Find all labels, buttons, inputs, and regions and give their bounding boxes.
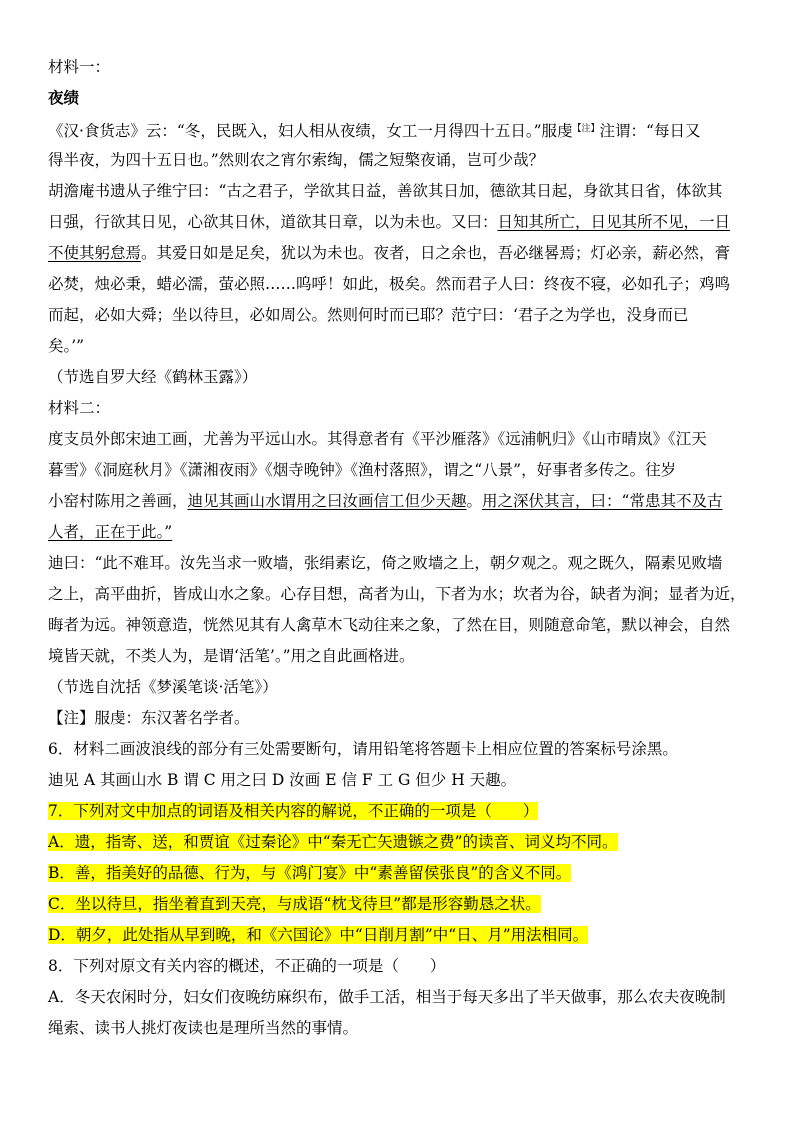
underlined-text: 人者，正在于此。”: [48, 523, 173, 541]
paragraph-line: [48, 114, 762, 145]
paragraph-line: [48, 517, 762, 548]
material-two-label: 材料二：: [48, 399, 111, 417]
underlined-text: 迪见其画山水谓用之曰汝画信工但少天趣: [187, 492, 467, 510]
question-6-options: 迪见 A 其画山水 B 谓 C 用之曰 D 汝画 E 信 F 工 G 但少 H 天趣。: [48, 771, 517, 789]
paragraph-line: 之上，高平曲折，皆成山水之象。心存目想，高者为山，下者为水；坎者为谷，缺者为涧；显者为近，: [48, 585, 746, 603]
paragraph-line: 迪曰：“此不难耳。汝先当求一败墙，张绢素讫，倚之败墙之上，朝夕观之。观之既久，隔素见败墙: [48, 554, 723, 572]
paragraph-line: 得半夜，为四十五日也。”然则农之宵尔索绹，儒之短檠夜诵，岂可少哉？: [48, 151, 545, 169]
question-8-option-a: A．冬天农闲时分，妇女们夜晚纺麻织布，做手工活，相当于每天多出了半天做事，那么农夫夜晚制: [48, 988, 726, 1006]
highlighted-text: D．朝夕，此处指从早到晚，和《六国论》中“日削月割”中“日、月”用法相同。: [48, 926, 589, 944]
question-7-stem: [48, 796, 762, 827]
question-7-option-a: [48, 827, 762, 858]
question-8-stem: 8．下列对原文有关内容的概述，不正确的一项是（ ）: [48, 957, 446, 975]
underlined-text: 日知其所亡，日见其所不见，一日: [497, 213, 731, 231]
question-6-stem: 6．材料二画波浪线的部分有三处需要断句，请用铅笔将答题卡上相应位置的答案标号涂黑。: [48, 740, 678, 758]
paragraph-line: [48, 207, 762, 238]
source-citation: （节选自沈括《梦溪笔谈·活笔》）: [48, 678, 278, 696]
paragraph-line: 而起，必如大舜；坐以待旦，必如周公。然则何时而已耶？范宁曰：‘君子之为学也，没身而已: [48, 306, 689, 324]
question-7-option-c: [48, 889, 762, 920]
question-7-option-b: [48, 858, 762, 889]
paragraph-line: 必焚，烛必秉，蜡必濡，萤必照……呜呼！如此，极矣。然而君子人曰：终夜不寝，必如孔子；鸡鸣: [48, 275, 731, 293]
underlined-text: 用之深伏其言，曰：“常患其不及古: [482, 492, 723, 510]
highlighted-text: B．善，指美好的品德、行为，与《鸿门宴》中“素善留侯张良”的含义不同。: [48, 864, 572, 882]
question-8-option-a-cont: 绳索、读书人挑灯夜读也是理所当然的事情。: [48, 1019, 359, 1037]
footnote: 【注】服虔：东汉著名学者。: [48, 709, 250, 727]
text-run: 《汉·食货志》云：“冬，民既入，妇人相从夜绩，女工一月得四十五日。”服虔: [48, 122, 573, 140]
highlighted-text: 7．下列对文中加点的词语及相关内容的解说，不正确的一项是（ ）: [48, 802, 539, 820]
text-run: 注谓：“每日又: [599, 122, 701, 140]
underlined-text: 不使其躬怠焉: [48, 244, 142, 262]
text-run: 。其爱日如是足矣，犹以为未也。夜者，日之余也，吾必继晷焉；灯必亲，薪必然，膏: [141, 244, 731, 262]
text-run: 日强，行欲其日见，心欲其日休，道欲其日章，以为未也。又曰：: [48, 213, 498, 231]
footnote-marker: 【注】: [572, 124, 600, 134]
paragraph-line: [48, 238, 762, 269]
source-citation: （节选自罗大经《鹤林玉露》）: [48, 368, 258, 386]
highlighted-text: C．坐以待旦，指坐着直到天亮，与成语“枕戈待旦”都是形容勤恳之状。: [48, 895, 541, 913]
paragraph-line: 度支员外郎宋迪工画，尤善为平远山水。其得意者有《平沙雁落》《远浦帆归》《山市晴岚》《江天: [48, 430, 707, 448]
paragraph-line: [48, 486, 762, 517]
material-one-title: 夜绩: [48, 89, 80, 107]
paragraph-line: 境皆天就，不类人为，是谓‘活笔’。”用之自此画格进。: [48, 647, 415, 665]
material-one-label: 材料一：: [48, 58, 111, 76]
highlighted-text: A．遗，指寄、送，和贾谊《过秦论》中“秦无亡矢遗镞之费”的读音、词义均不同。: [48, 833, 618, 851]
text-run: 。: [466, 492, 483, 510]
paragraph-line: 暮雪》《洞庭秋月》《潇湘夜雨》《烟寺晚钟》《渔村落照》，谓之“八景”，好事者多传之。往岁: [48, 461, 677, 479]
text-run: 小窑村陈用之善画，: [48, 492, 188, 510]
paragraph-line: 矣。’”: [48, 337, 85, 355]
paragraph-line: 晦者为远。神领意造，恍然见其有人禽草木飞动往来之象，了然在目，则随意命笔，默以神会，自然: [48, 616, 731, 634]
question-7-option-d: [48, 920, 762, 951]
document-page: [48, 52, 762, 1044]
paragraph-line: 胡澹庵书遗从子维宁曰：“古之君子，学欲其日益，善欲其日加，德欲其日起，身欲其日省，体欲其: [48, 182, 723, 200]
